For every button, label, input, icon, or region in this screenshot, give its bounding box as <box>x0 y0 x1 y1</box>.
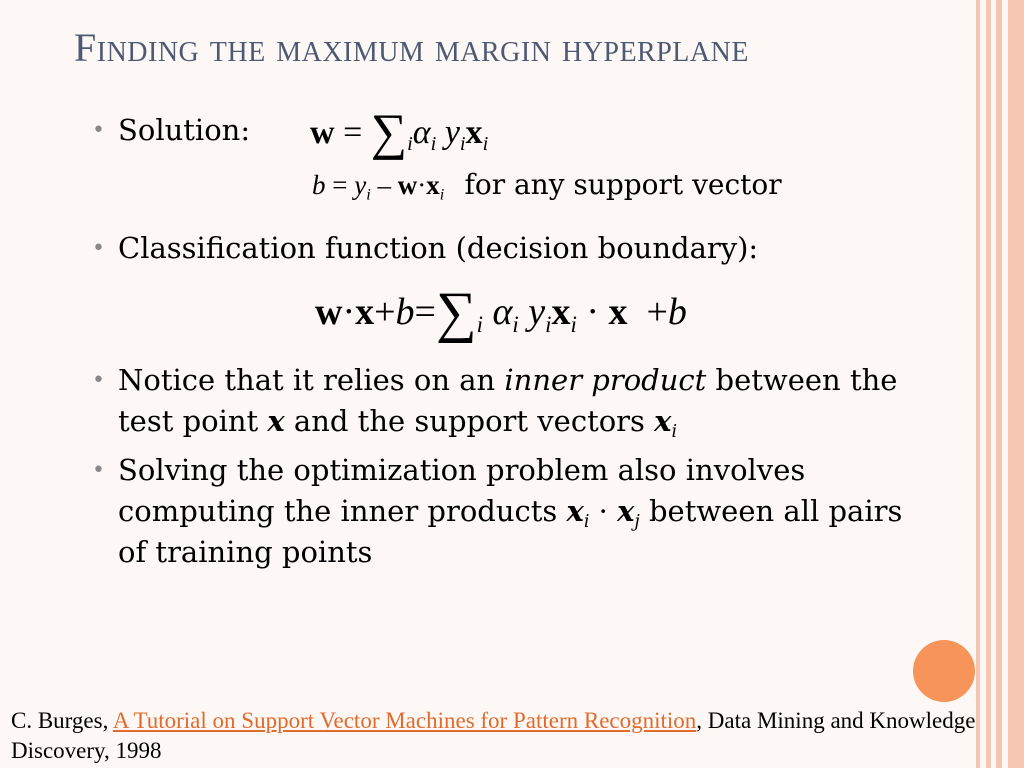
equation-decision: $w\cdot x+b=\sum_i$ $\alpha_i$ $y_ix_i \cdot x +b$ <box>315 281 687 344</box>
bullet-dot: • <box>92 458 105 483</box>
decorative-stripes <box>976 0 1024 768</box>
decorative-circle <box>913 640 975 702</box>
bullet-dot: • <box>92 236 105 261</box>
citation: C. Burges, A Tutorial on Support Vector Machines for Pattern Recognition, Data Mining and Knowledge Discovery, 1998 <box>11 708 976 763</box>
equation-w: $w = \sum_i\alpha_i$ $y_ix_i$ <box>310 105 489 161</box>
solution-label: Solution: <box>118 113 251 147</box>
bullet-dot: • <box>92 118 105 143</box>
equation-b: $b = y_i - w\cdot x_i$ for any support vector <box>312 168 782 204</box>
citation-link[interactable]: A Tutorial on Support Vector Machines for Pattern Recognition <box>112 708 697 733</box>
bullet-dot: • <box>92 368 105 393</box>
slide-title: Finding the maximum margin hyperplane <box>74 25 749 70</box>
